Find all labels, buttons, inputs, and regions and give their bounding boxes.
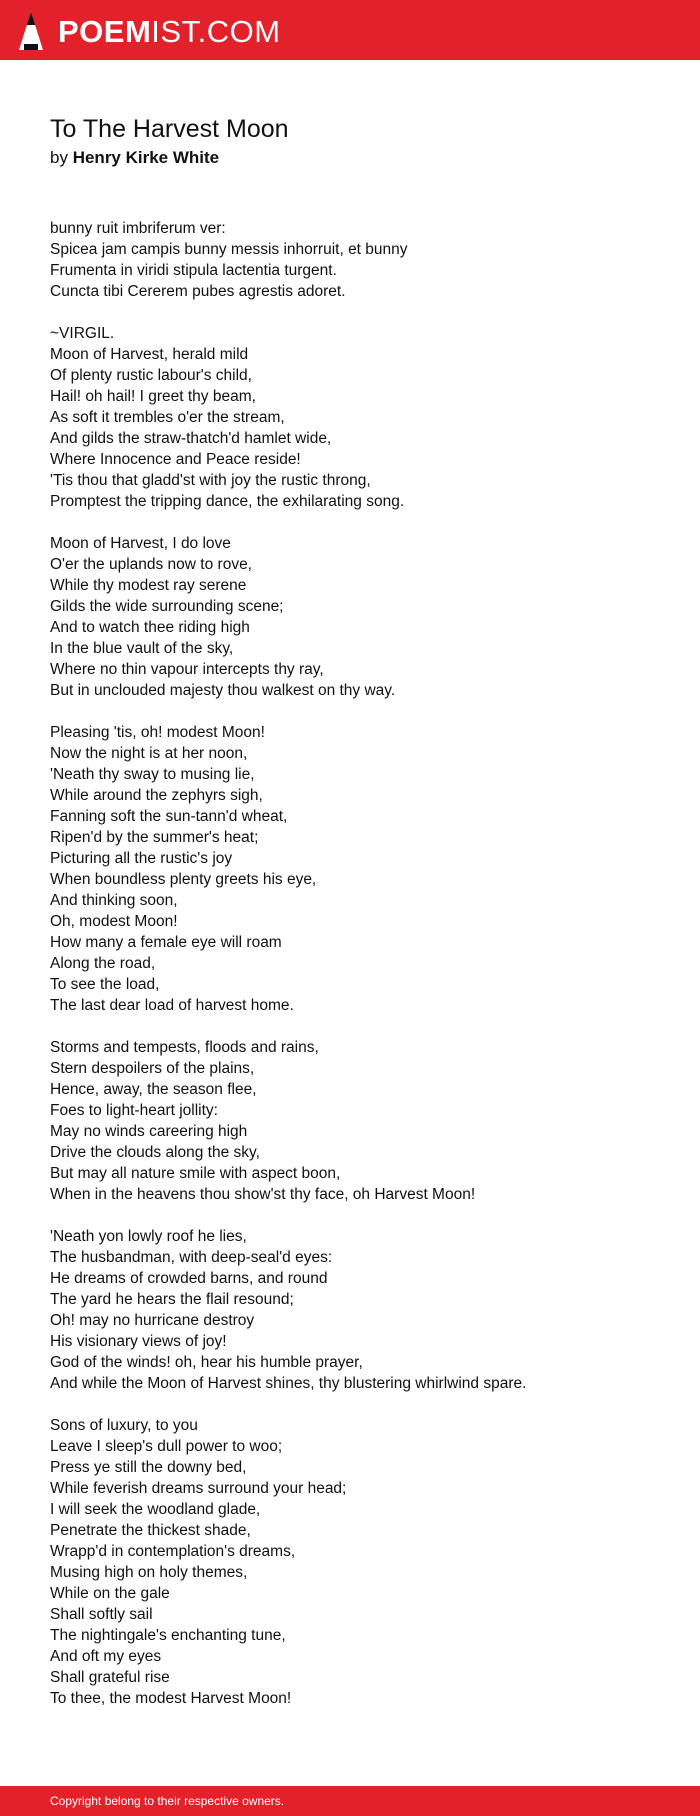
poem-line: How many a female eye will roam [50,934,282,951]
poem-line: And thinking soon, [50,892,178,909]
logo-wordmark [58,13,281,49]
site-header [0,0,700,60]
stanza-break [50,1205,670,1226]
poem-line: Leave I sleep's dull power to woo; [50,1438,283,1455]
poem-line: While feverish dreams surround your head; [50,1480,347,1497]
poem-line: bunny ruit imbriferum ver: [50,220,226,237]
poem-line: Stern despoilers of the plains, [50,1060,255,1077]
poem-line: He dreams of crowded barns, and round [50,1270,328,1287]
stanza-break [50,701,670,722]
poem-line: Spicea jam campis bunny messis inhorruit, et bunny [50,241,408,258]
poem-line: And gilds the straw-thatch'd hamlet wide, [50,430,332,447]
copyright-text: Copyright belong to their respective owners. [50,1794,285,1808]
poem-line: Pleasing 'tis, oh! modest Moon! [50,724,265,741]
poem-line: Hail! oh hail! I greet thy beam, [50,388,256,405]
poem-line: While thy modest ray serene [50,577,247,594]
poem-line: Foes to light-heart jollity: [50,1102,218,1119]
poem-line: Frumenta in viridi stipula lactentia turgent. [50,262,337,279]
poem-line: Cuncta tibi Cererem pubes agrestis adoret. [50,283,346,300]
poem-line: To thee, the modest Harvest Moon! [50,1690,292,1707]
poem-line: Along the road, [50,955,156,972]
poem-line: Shall grateful rise [50,1669,170,1686]
poem-line: But in unclouded majesty thou walkest on thy way. [50,682,396,699]
poem-line: The nightingale's enchanting tune, [50,1627,286,1644]
pencil-icon [18,11,44,51]
poem-line: The yard he hears the flail resound; [50,1291,294,1308]
poem-line: Ripen'd by the summer's heat; [50,829,259,846]
poem-line: Moon of Harvest, I do love [50,535,231,552]
poem-line: The last dear load of harvest home. [50,997,294,1014]
poem-line: Moon of Harvest, herald mild [50,346,249,363]
poem-line: Drive the clouds along the sky, [50,1144,260,1161]
poem-title: To The Harvest Moon [50,115,289,143]
byline-prefix: by [50,148,68,167]
poem-line: In the blue vault of the sky, [50,640,234,657]
stanza-break [50,1016,670,1037]
poem-line: 'Tis thou that gladd'st with joy the rustic throng, [50,472,371,489]
poem-line: 'Neath yon lowly roof he lies, [50,1228,247,1245]
poem-line: Picturing all the rustic's joy [50,850,233,867]
poem-line: Oh! may no hurricane destroy [50,1312,255,1329]
poem-line: Promptest the tripping dance, the exhilarating song. [50,493,405,510]
poem-line: 'Neath thy sway to musing lie, [50,766,255,783]
poem-line: Of plenty rustic labour's child, [50,367,252,384]
poem-line: Gilds the wide surrounding scene; [50,598,284,615]
poem-line: Press ye still the downy bed, [50,1459,247,1476]
poem-line: Penetrate the thickest shade, [50,1522,251,1539]
poem-line: When boundless plenty greets his eye, [50,871,317,888]
poem-line: Shall softly sail [50,1606,153,1623]
poem-line: Wrapp'd in contemplation's dreams, [50,1543,296,1560]
poem-body [50,218,670,1709]
poem-line: Musing high on holy themes, [50,1564,248,1581]
poem-line: I will seek the woodland glade, [50,1501,261,1518]
poem-line: His visionary views of joy! [50,1333,227,1350]
poem-line: And while the Moon of Harvest shines, thy blustering whirlwind spare. [50,1375,527,1392]
site-logo[interactable] [18,10,281,52]
stanza-break [50,302,670,323]
logo-bold-text: POEM [58,13,152,49]
poem-line: As soft it trembles o'er the stream, [50,409,285,426]
poem-line: And oft my eyes [50,1648,162,1665]
poem-line: To see the load, [50,976,160,993]
poem-line: May no winds careering high [50,1123,248,1140]
poem-line: Sons of luxury, to you [50,1417,198,1434]
poem-line: Now the night is at her noon, [50,745,248,762]
poem-line: O'er the uplands now to rove, [50,556,252,573]
site-footer [0,1786,700,1816]
poem-line: God of the winds! oh, hear his humble prayer, [50,1354,363,1371]
poem-line: Hence, away, the season flee, [50,1081,257,1098]
poem-line: Storms and tempests, floods and rains, [50,1039,319,1056]
author-name: Henry Kirke White [72,148,220,167]
poem-byline [50,148,219,168]
poem-line: Oh, modest Moon! [50,913,178,930]
poem-line: While on the gale [50,1585,170,1602]
poem-line: While around the zephyrs sigh, [50,787,263,804]
poem-line: Where no thin vapour intercepts thy ray, [50,661,324,678]
logo-light-text: IST.COM [151,13,281,49]
poem-line: But may all nature smile with aspect boon, [50,1165,341,1182]
poem-line: Where Innocence and Peace reside! [50,451,301,468]
poem-line: And to watch thee riding high [50,619,250,636]
poem-line: The husbandman, with deep-seal'd eyes: [50,1249,333,1266]
poem-line: When in the heavens thou show'st thy face, oh Harvest Moon! [50,1186,476,1203]
poem-line: ~VIRGIL. [50,325,115,342]
poem-line: Fanning soft the sun-tann'd wheat, [50,808,288,825]
stanza-break [50,512,670,533]
stanza-break [50,1394,670,1415]
